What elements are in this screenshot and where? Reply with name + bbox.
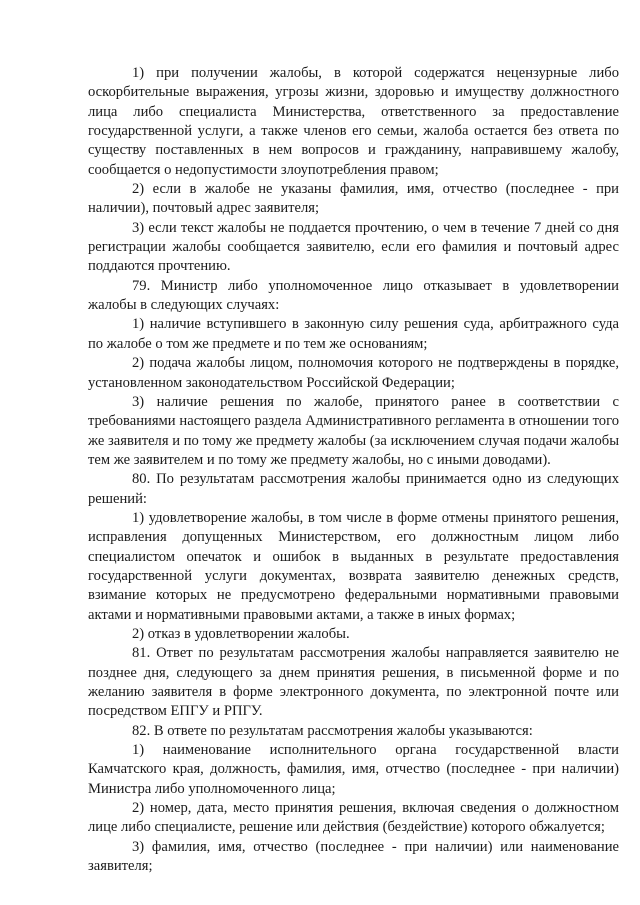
paragraph-refusal-unreadable: 3) если текст жалобы не поддается прочтению, о чем в течение 7 дней со дня регистрации жалобы сообщается заявителю, если его фамилия и почтовый адрес поддаются прочтению. [88, 219, 619, 275]
paragraph-79: 79. Министр либо уполномоченное лицо отказывает в удовлетворении жалобы в следующих случаях: [88, 277, 619, 314]
paragraph-82: 82. В ответе по результатам рассмотрения жалобы указываются: [132, 722, 533, 739]
paragraph-82-item-3: 3) фамилия, имя, отчество (последнее - при наличии) или наименование заявителя; [88, 838, 619, 875]
paragraph-79-item-2: 2) подача жалобы лицом, полномочия которого не подтверждены в порядке, установленном законодательством Российской Федерации; [88, 355, 619, 391]
paragraph-refusal-obscene: 1) при получении жалобы, в которой содержатся нецензурные либо оскорбительные выражения, угрозы жизни, здоровью и имуществу должностного лица либо специалиста Министерства, ответственного за предоставление государственной услуги, а также членов его семьи, жалоба остается без ответа по существу поставленных в нем вопросов и гражданину, направившему жалобу, сообщается о недопустимости злоупотребления правом; [88, 65, 619, 178]
document-page [88, 64, 619, 876]
paragraph-refusal-no-name: 2) если в жалобе не указаны фамилия, имя, отчество (последнее - при наличии), почтовый адрес заявителя; [88, 181, 619, 217]
paragraph-81: 81. Ответ по результатам рассмотрения жалобы направляется заявителю не позднее дня, следующего за днем принятия решения, в письменной форме и по желанию заявителя в форме электронного документа, по электронной почте или посредством ЕПГУ и РПГУ. [88, 645, 619, 720]
paragraph-80: 80. По результатам рассмотрения жалобы принимается одно из следующих решений: [88, 471, 619, 507]
paragraph-79-item-3: 3) наличие решения по жалобе, принятого ранее в соответствии с требованиями настоящего раздела Административного регламента в отношении того же заявителя и по тому же предмету жалобы (за исключением случая подачи жалобы тем же заявителем и по тому же предмету жалобы, но с иными доводами). [88, 393, 619, 468]
paragraph-80-item-2: 2) отказ в удовлетворении жалобы. [132, 625, 350, 642]
paragraph-82-item-1: 1) наименование исполнительного органа государственной власти Камчатского края, должность, фамилия, имя, отчество (последнее - при наличии) Министра либо уполномоченного лица; [88, 742, 619, 797]
paragraph-82-item-2: 2) номер, дата, место принятия решения, включая сведения о должностном лице либо специалисте, решение или действия (бездействие) которого обжалуется; [88, 800, 619, 836]
paragraph-79-item-1: 1) наличие вступившего в законную силу решения суда, арбитражного суда по жалобе о том же предмете и по тем же основаниям; [88, 316, 619, 352]
paragraph-80-item-1: 1) удовлетворение жалобы, в том числе в форме отмены принятого решения, исправления допущенных Министерством, его должностным лицом либо специалистом опечаток и ошибок в выданных в результате предоставления государственной услуги документах, возврата заявителю денежных средств, взимание которых не предусмотрено федеральными нормативными правовыми актами и нормативными правовыми актами, а также в иных формах; [88, 509, 619, 623]
